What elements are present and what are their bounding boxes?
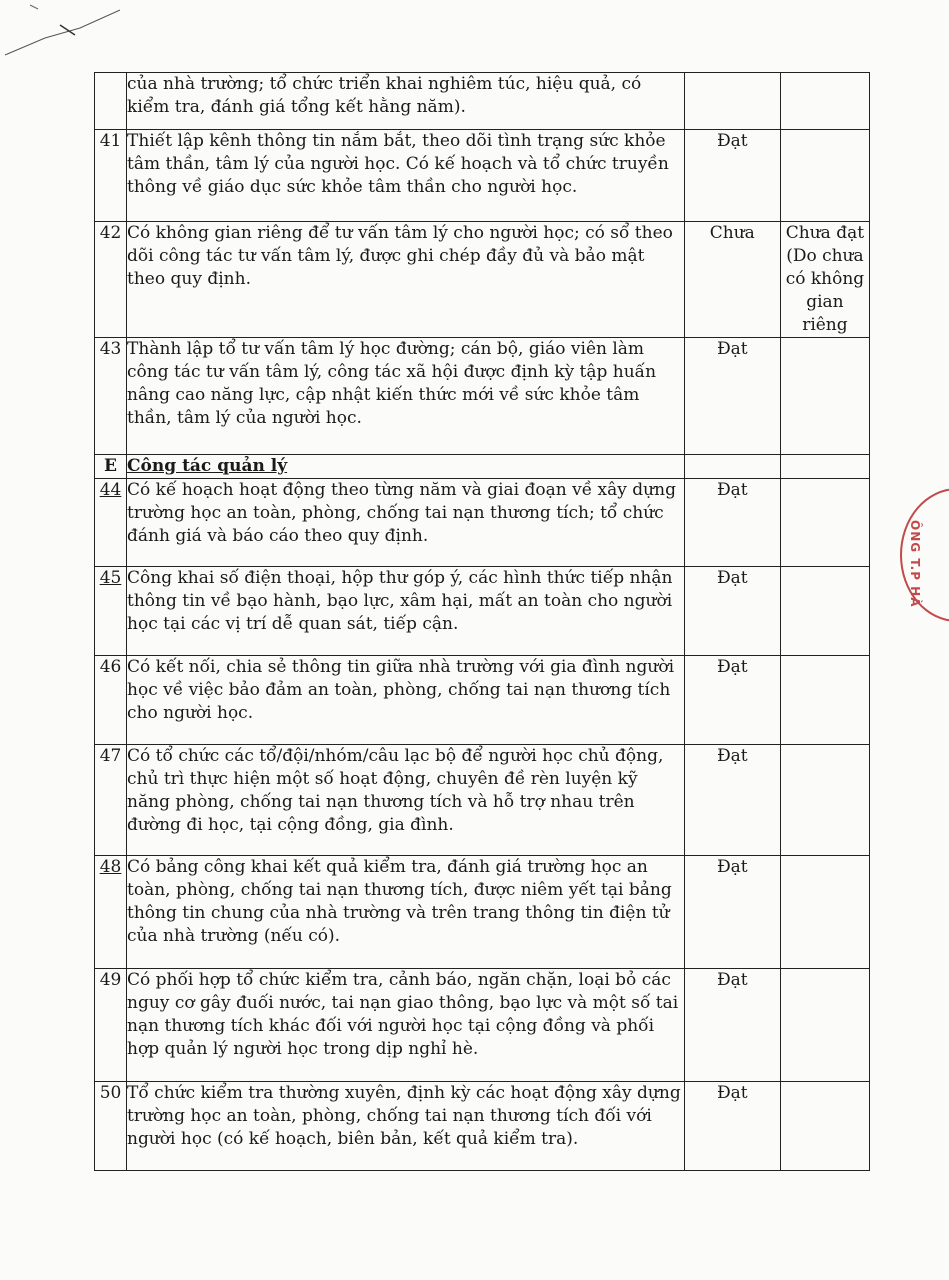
note-cell bbox=[780, 479, 869, 567]
result-cell: Đạt bbox=[684, 856, 780, 969]
note-cell bbox=[780, 969, 869, 1082]
section-letter: E bbox=[95, 455, 127, 479]
table-row bbox=[95, 479, 870, 567]
table-row bbox=[95, 745, 870, 856]
row-number: 47 bbox=[95, 745, 127, 856]
note-cell bbox=[780, 130, 869, 222]
table-row bbox=[95, 969, 870, 1082]
row-number: 46 bbox=[95, 656, 127, 745]
result-cell: Chưa bbox=[684, 222, 780, 338]
note-cell bbox=[780, 567, 869, 656]
row-number: 44 bbox=[95, 479, 127, 567]
note-cell bbox=[780, 455, 869, 479]
evaluation-table bbox=[94, 72, 870, 1171]
row-number: 42 bbox=[95, 222, 127, 338]
criterion-text: của nhà trường; tổ chức triển khai nghiêm túc, hiệu quả, có kiểm tra, đánh giá tổng kết hằng năm). bbox=[127, 73, 685, 130]
section-title bbox=[127, 455, 685, 479]
note-cell bbox=[780, 73, 869, 130]
table-row bbox=[95, 567, 870, 656]
criterion-text: Thành lập tổ tư vấn tâm lý học đường; cán bộ, giáo viên làm công tác tư vấn tâm lý, công tác xã hội được định kỳ tập huấn nâng cao năng lực, cập nhật kiến thức mới về sức khỏe tâm thần, tâm lý của người học. bbox=[127, 338, 685, 455]
criterion-text: Thiết lập kênh thông tin nắm bắt, theo dõi tình trạng sức khỏe tâm thần, tâm lý của người học. Có kế hoạch và tổ chức truyền thông về giáo dục sức khỏe tâm thần cho người học. bbox=[127, 130, 685, 222]
result-cell bbox=[684, 455, 780, 479]
table-row bbox=[95, 656, 870, 745]
table-row bbox=[95, 1082, 870, 1171]
note-cell bbox=[780, 745, 869, 856]
row-number: 50 bbox=[95, 1082, 127, 1171]
row-number: 43 bbox=[95, 338, 127, 455]
note-cell bbox=[780, 856, 869, 969]
criterion-text: Có bảng công khai kết quả kiểm tra, đánh giá trường học an toàn, phòng, chống tai nạn thương tích, được niêm yết tại bảng thông tin chung của nhà trường và trên trang thông tin điện tử của nhà trường (nếu có). bbox=[127, 856, 685, 969]
result-cell: Đạt bbox=[684, 567, 780, 656]
result-cell: Đạt bbox=[684, 479, 780, 567]
note-cell bbox=[780, 338, 869, 455]
row-number: 41 bbox=[95, 130, 127, 222]
scan-mark bbox=[0, 0, 140, 70]
result-cell: Đạt bbox=[684, 656, 780, 745]
result-cell: Đạt bbox=[684, 1082, 780, 1171]
table-row bbox=[95, 856, 870, 969]
table-row bbox=[95, 73, 870, 130]
result-cell: Đạt bbox=[684, 130, 780, 222]
row-number: 49 bbox=[95, 969, 127, 1082]
section-header-row bbox=[95, 455, 870, 479]
result-cell: Đạt bbox=[684, 969, 780, 1082]
row-number: 45 bbox=[95, 567, 127, 656]
criterion-text: Tổ chức kiểm tra thường xuyên, định kỳ các hoạt động xây dựng trường học an toàn, phòng, chống tai nạn thương tích đối với người học (có kế hoạch, biên bản, kết quả kiểm tra). bbox=[127, 1082, 685, 1171]
note-cell bbox=[780, 656, 869, 745]
section-title-text: Công tác quản lý bbox=[127, 456, 288, 476]
table-row bbox=[95, 338, 870, 455]
note-cell bbox=[780, 1082, 869, 1171]
row-number bbox=[95, 73, 127, 130]
stamp-text: ÔNG T.P HÀ bbox=[908, 520, 922, 608]
criterion-text: Có phối hợp tổ chức kiểm tra, cảnh báo, ngăn chặn, loại bỏ các nguy cơ gây đuối nước, tai nạn giao thông, bạo lực và một số tai nạn thương tích khác đối với người học tại cộng đồng và phối hợp quản lý người học trong dịp nghỉ hè. bbox=[127, 969, 685, 1082]
row-number: 48 bbox=[95, 856, 127, 969]
result-cell: Đạt bbox=[684, 338, 780, 455]
result-cell: Đạt bbox=[684, 745, 780, 856]
result-cell bbox=[684, 73, 780, 130]
criterion-text: Có không gian riêng để tư vấn tâm lý cho người học; có sổ theo dõi công tác tư vấn tâm lý, được ghi chép đầy đủ và bảo mật theo quy định. bbox=[127, 222, 685, 338]
note-cell: Chưa đạt (Do chưa có không gian riêng bbox=[780, 222, 869, 338]
criterion-text: Công khai số điện thoại, hộp thư góp ý, các hình thức tiếp nhận thông tin về bạo hành, bạo lực, xâm hại, mất an toàn cho người học tại các vị trí dễ quan sát, tiếp cận. bbox=[127, 567, 685, 656]
table-row bbox=[95, 222, 870, 338]
criterion-text: Có kết nối, chia sẻ thông tin giữa nhà trường với gia đình người học về việc bảo đảm an toàn, phòng, chống tai nạn thương tích cho người học. bbox=[127, 656, 685, 745]
criterion-text: Có kế hoạch hoạt động theo từng năm và giai đoạn về xây dựng trường học an toàn, phòng, chống tai nạn thương tích; tổ chức đánh giá và báo cáo theo quy định. bbox=[127, 479, 685, 567]
table-row bbox=[95, 130, 870, 222]
criterion-text: Có tổ chức các tổ/đội/nhóm/câu lạc bộ để người học chủ động, chủ trì thực hiện một số hoạt động, chuyên đề rèn luyện kỹ năng phòng, chống tai nạn thương tích và hỗ trợ nhau trên đường đi học, tại cộng đồng, gia đình. bbox=[127, 745, 685, 856]
